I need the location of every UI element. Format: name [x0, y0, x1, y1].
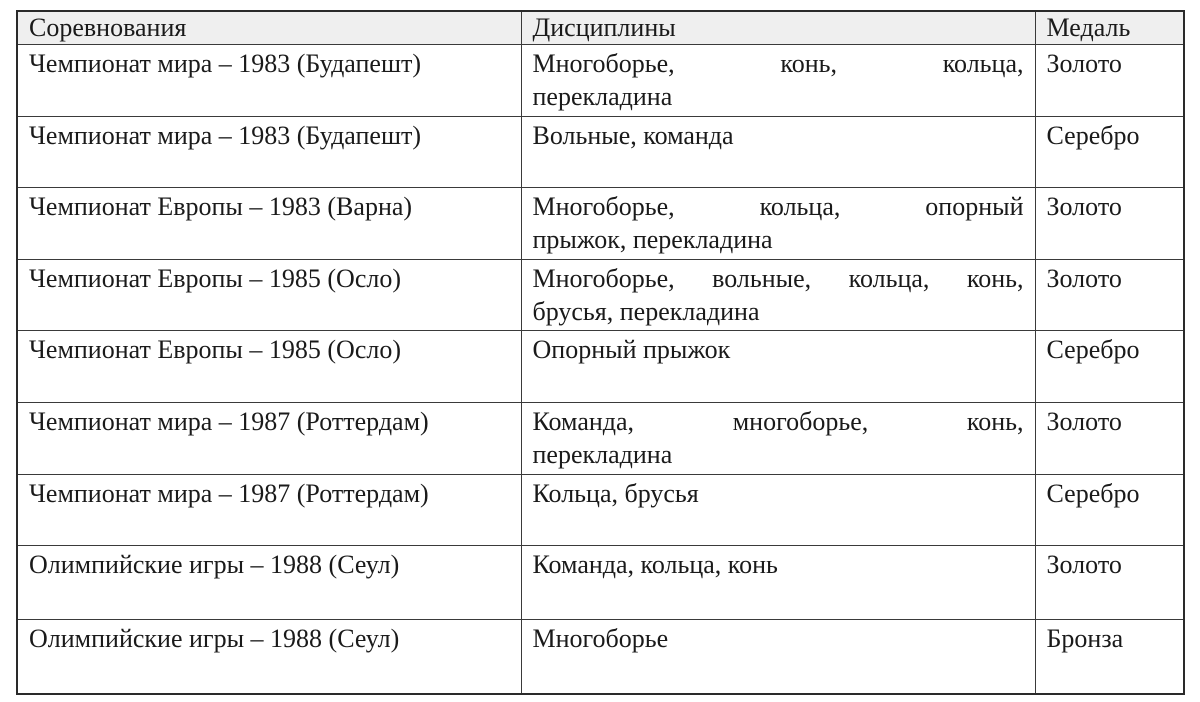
medal-cell: Серебро [1035, 474, 1183, 546]
event-cell: Олимпийские игры – 1988 (Сеул) [18, 546, 521, 620]
medals-table [18, 12, 1183, 693]
disciplines-cell [521, 474, 1035, 546]
disciplines-cell [521, 188, 1035, 260]
table-body [18, 45, 1183, 694]
event-cell: Чемпионат Европы – 1985 (Осло) [18, 331, 521, 403]
table-row [18, 402, 1183, 474]
table-row [18, 259, 1183, 331]
medal-cell: Серебро [1035, 116, 1183, 188]
table-row [18, 331, 1183, 403]
table-row [18, 188, 1183, 260]
disciplines-cell [521, 331, 1035, 403]
disciplines-cell [521, 116, 1035, 188]
table-row [18, 45, 1183, 117]
disciplines-cell [521, 402, 1035, 474]
disciplines-line: Опорный прыжок [532, 335, 731, 365]
medal-cell: Золото [1035, 188, 1183, 260]
medal-cell: Бронза [1035, 619, 1183, 693]
medals-table-container [16, 10, 1185, 695]
header-competitions: Соревнования [18, 12, 521, 45]
disciplines-line: Многоборье, вольные, кольца, конь, [532, 263, 1024, 293]
event-cell: Чемпионат Европы – 1983 (Варна) [18, 188, 521, 260]
event-cell: Чемпионат мира – 1987 (Роттердам) [18, 474, 521, 546]
medal-cell: Золото [1035, 402, 1183, 474]
disciplines-line: Кольца, брусья [532, 478, 699, 508]
header-row [18, 12, 1183, 45]
header-medal: Медаль [1035, 12, 1183, 45]
disciplines-cell [521, 619, 1035, 693]
medal-cell: Золото [1035, 546, 1183, 620]
disciplines-cell [521, 546, 1035, 620]
event-cell: Чемпионат мира – 1983 (Будапешт) [18, 116, 521, 188]
disciplines-line: Многоборье, кольца, опорный [532, 192, 1024, 222]
disciplines-line: Команда, кольца, конь [532, 550, 778, 580]
table-row [18, 619, 1183, 693]
disciplines-line: прыжок, перекладина [532, 225, 773, 255]
event-cell: Олимпийские игры – 1988 (Сеул) [18, 619, 521, 693]
disciplines-cell [521, 45, 1035, 117]
disciplines-line: брусья, перекладина [532, 296, 760, 326]
event-cell: Чемпионат мира – 1987 (Роттердам) [18, 402, 521, 474]
event-cell: Чемпионат мира – 1983 (Будапешт) [18, 45, 521, 117]
disciplines-cell [521, 259, 1035, 331]
disciplines-line: Многоборье [532, 623, 669, 653]
event-cell: Чемпионат Европы – 1985 (Осло) [18, 259, 521, 331]
disciplines-line: Команда, многоборье, конь, [532, 406, 1024, 436]
table-row [18, 546, 1183, 620]
disciplines-line: Многоборье, конь, кольца, [532, 49, 1024, 78]
header-disciplines: Дисциплины [521, 12, 1035, 45]
disciplines-line: перекладина [532, 82, 673, 111]
table-row [18, 474, 1183, 546]
table-header [18, 12, 1183, 45]
table-row [18, 116, 1183, 188]
disciplines-line: перекладина [532, 439, 673, 469]
medal-cell: Золото [1035, 259, 1183, 331]
medal-cell: Серебро [1035, 331, 1183, 403]
medal-cell: Золото [1035, 45, 1183, 117]
disciplines-line: Вольные, команда [532, 120, 734, 150]
